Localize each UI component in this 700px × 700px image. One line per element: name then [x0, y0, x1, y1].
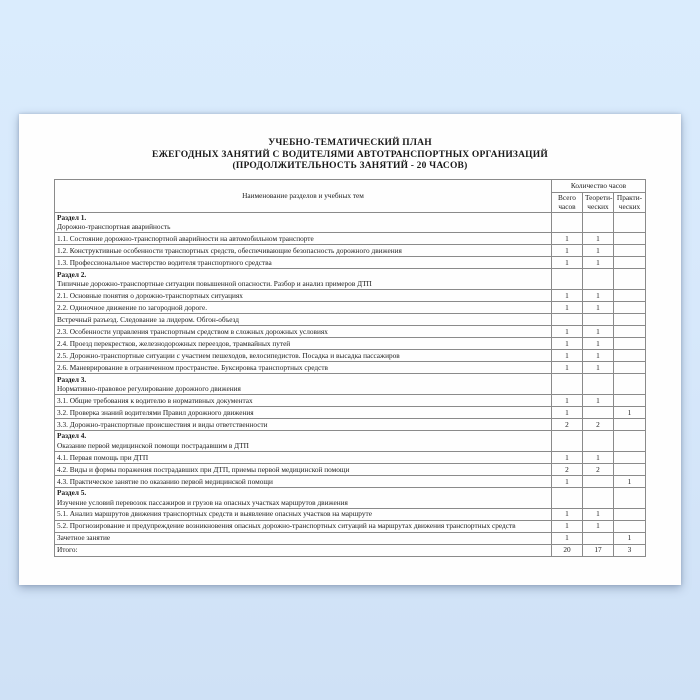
table-row: [55, 508, 646, 520]
theory-hours-cell: [583, 314, 614, 326]
row-topic: 2.2. Одиночное движение по загородной дороге.: [55, 302, 552, 314]
theory-hours-cell: 1: [583, 338, 614, 350]
table-row: [55, 233, 646, 245]
table-row: [55, 463, 646, 475]
total-hours-cell: [552, 430, 583, 451]
total-hours-cell: [552, 212, 583, 233]
table-row: [55, 406, 646, 418]
total-hours-cell: 20: [552, 544, 583, 556]
header-theory-hours: Теорети-ческих: [583, 192, 614, 212]
total-hours-cell: 1: [552, 532, 583, 544]
row-topic: 4.2. Виды и формы поражения пострадавших при ДТП, приемы первой медицинской помощи: [55, 463, 552, 475]
practice-hours-cell: [614, 350, 646, 362]
practice-hours-cell: [614, 326, 646, 338]
table-row: [55, 326, 646, 338]
row-topic: [55, 212, 552, 233]
theory-hours-cell: [583, 212, 614, 233]
theory-hours-cell: [583, 374, 614, 395]
header-total-hours: Всего часов: [552, 192, 583, 212]
document-page: [19, 114, 681, 585]
section-row: [55, 487, 646, 508]
practice-hours-cell: [614, 212, 646, 233]
row-topic: 4.1. Первая помощь при ДТП: [55, 451, 552, 463]
practice-hours-cell: [614, 374, 646, 395]
row-topic: Зачетное занятие: [55, 532, 552, 544]
section-description: Дорожно-транспортная аварийность: [57, 222, 171, 232]
table-row: [55, 394, 646, 406]
total-hours-cell: 1: [552, 326, 583, 338]
section-description: Типичные дорожно-транспортные ситуации повышенной опасности. Разбор и анализ примеров ДТП: [57, 279, 372, 289]
theory-hours-cell: 1: [583, 245, 614, 257]
row-topic: Встречный разъезд. Следование за лидером. Обгон-объезд: [55, 314, 552, 326]
section-number: Раздел 4.: [57, 431, 87, 441]
row-topic: 5.2. Прогнозирование и предупреждение возникновения опасных дорожно-транспортных ситуаций на маршрутах движения транспортных средств: [55, 520, 552, 532]
practice-hours-cell: [614, 245, 646, 257]
total-row: [55, 544, 646, 556]
theory-hours-cell: 1: [583, 326, 614, 338]
theory-hours-cell: 1: [583, 290, 614, 302]
section-description: Оказание первой медицинской помощи пострадавшим в ДТП: [57, 440, 249, 450]
practice-hours-cell: [614, 418, 646, 430]
total-hours-cell: 1: [552, 338, 583, 350]
header-practice-hours: Практи-ческих: [614, 192, 646, 212]
row-topic: 2.5. Дорожно-транспортные ситуации с участием пешеходов, велосипедистов. Посадка и высадка пассажиров: [55, 350, 552, 362]
practice-hours-cell: [614, 338, 646, 350]
title-line-1: УЧЕБНО-ТЕМАТИЧЕСКИЙ ПЛАН: [268, 138, 432, 148]
theory-hours-cell: 1: [583, 233, 614, 245]
row-topic: [55, 430, 552, 451]
practice-hours-cell: 1: [614, 475, 646, 487]
theory-hours-cell: 2: [583, 463, 614, 475]
practice-hours-cell: [614, 463, 646, 475]
practice-hours-cell: 1: [614, 406, 646, 418]
total-hours-cell: 1: [552, 520, 583, 532]
plan-table: [54, 179, 646, 557]
theory-hours-cell: 1: [583, 520, 614, 532]
section-number: Раздел 5.: [57, 488, 87, 498]
theory-hours-cell: 1: [583, 508, 614, 520]
theory-hours-cell: [583, 487, 614, 508]
plan-table-body: [55, 212, 646, 556]
title-line-2: ЕЖЕГОДНЫХ ЗАНЯТИЙ С ВОДИТЕЛЯМИ АВТОТРАНСПОРТНЫХ ОРГАНИЗАЦИЙ: [152, 149, 548, 160]
theory-hours-cell: [583, 406, 614, 418]
section-row: [55, 374, 646, 395]
practice-hours-cell: [614, 362, 646, 374]
theory-hours-cell: 1: [583, 362, 614, 374]
practice-hours-cell: [614, 314, 646, 326]
table-row: [55, 532, 646, 544]
theory-hours-cell: 1: [583, 257, 614, 269]
total-hours-cell: 1: [552, 362, 583, 374]
practice-hours-cell: [614, 302, 646, 314]
header-row-group: [55, 179, 646, 192]
row-topic: 1.1. Состояние дорожно-транспортной аварийности на автомобильном транспорте: [55, 233, 552, 245]
practice-hours-cell: [614, 508, 646, 520]
table-row: [55, 451, 646, 463]
theory-hours-cell: [583, 475, 614, 487]
document-title: [19, 138, 681, 173]
table-row: [55, 338, 646, 350]
table-row: [55, 302, 646, 314]
section-row: [55, 269, 646, 290]
title-line-3: (ПРОДОЛЖИТЕЛЬНОСТЬ ЗАНЯТИЙ - 20 ЧАСОВ): [232, 161, 468, 171]
theory-hours-cell: 1: [583, 451, 614, 463]
practice-hours-cell: [614, 451, 646, 463]
section-number: Раздел 2.: [57, 269, 87, 279]
theory-hours-cell: 1: [583, 350, 614, 362]
section-row: [55, 212, 646, 233]
row-topic: 3.3. Дорожно-транспортные происшествия и виды ответственности: [55, 418, 552, 430]
table-row: [55, 350, 646, 362]
total-hours-cell: 2: [552, 463, 583, 475]
row-topic: [55, 269, 552, 290]
row-topic: 4.3. Практическое занятие по оказанию первой медицинской помощи: [55, 475, 552, 487]
total-hours-cell: 1: [552, 475, 583, 487]
total-hours-cell: 1: [552, 508, 583, 520]
total-hours-cell: [552, 314, 583, 326]
practice-hours-cell: [614, 257, 646, 269]
total-hours-cell: [552, 487, 583, 508]
total-hours-cell: 1: [552, 451, 583, 463]
row-topic: 2.3. Особенности управления транспортным средством в сложных дорожных условиях: [55, 326, 552, 338]
total-hours-cell: 1: [552, 290, 583, 302]
total-hours-cell: 1: [552, 302, 583, 314]
practice-hours-cell: [614, 233, 646, 245]
table-row: [55, 290, 646, 302]
total-hours-cell: 1: [552, 245, 583, 257]
practice-hours-cell: 3: [614, 544, 646, 556]
table-row: [55, 520, 646, 532]
practice-hours-cell: [614, 269, 646, 290]
row-topic: 3.2. Проверка знаний водителями Правил дорожного движения: [55, 406, 552, 418]
row-topic: 2.1. Основные понятия о дорожно-транспортных ситуациях: [55, 290, 552, 302]
theory-hours-cell: 2: [583, 418, 614, 430]
total-hours-cell: 1: [552, 257, 583, 269]
row-topic: 2.4. Проезд перекрестков, железнодорожных переездов, трамвайных путей: [55, 338, 552, 350]
theory-hours-cell: [583, 269, 614, 290]
table-row: [55, 418, 646, 430]
table-row: [55, 362, 646, 374]
row-topic: 2.6. Маневрирование в ограниченном пространстве. Буксировка транспортных средств: [55, 362, 552, 374]
practice-hours-cell: [614, 520, 646, 532]
section-description: Изучение условий перевозок пассажиров и грузов на опасных участках маршрутов движения: [57, 497, 348, 507]
table-row: [55, 257, 646, 269]
total-hours-cell: [552, 374, 583, 395]
total-hours-cell: 2: [552, 418, 583, 430]
row-topic: 3.1. Общие требования к водителю в нормативных документах: [55, 394, 552, 406]
total-hours-cell: 1: [552, 233, 583, 245]
table-row: [55, 314, 646, 326]
table-row: [55, 245, 646, 257]
header-name-column: Наименование разделов и учебных тем: [55, 179, 552, 212]
row-topic: Итого:: [55, 544, 552, 556]
section-description: Нормативно-правовое регулирование дорожного движения: [57, 384, 241, 394]
theory-hours-cell: [583, 430, 614, 451]
total-hours-cell: 1: [552, 406, 583, 418]
row-topic: 1.3. Профессиональное мастерство водителя транспортного средства: [55, 257, 552, 269]
section-number: Раздел 1.: [57, 213, 87, 222]
theory-hours-cell: 17: [583, 544, 614, 556]
practice-hours-cell: 1: [614, 532, 646, 544]
total-hours-cell: 1: [552, 394, 583, 406]
row-topic: 1.2. Конструктивные особенности транспортных средств, обеспечивающие безопасность дорожного движения: [55, 245, 552, 257]
total-hours-cell: [552, 269, 583, 290]
practice-hours-cell: [614, 290, 646, 302]
total-hours-cell: 1: [552, 350, 583, 362]
theory-hours-cell: [583, 532, 614, 544]
practice-hours-cell: [614, 430, 646, 451]
section-number: Раздел 3.: [57, 374, 87, 384]
theory-hours-cell: 1: [583, 302, 614, 314]
row-topic: [55, 487, 552, 508]
practice-hours-cell: [614, 394, 646, 406]
practice-hours-cell: [614, 487, 646, 508]
header-hours-group: Количество часов: [552, 179, 646, 192]
theory-hours-cell: 1: [583, 394, 614, 406]
table-row: [55, 475, 646, 487]
row-topic: 5.1. Анализ маршрутов движения транспортных средств и выявление опасных участков на маршруте: [55, 508, 552, 520]
row-topic: [55, 374, 552, 395]
section-row: [55, 430, 646, 451]
